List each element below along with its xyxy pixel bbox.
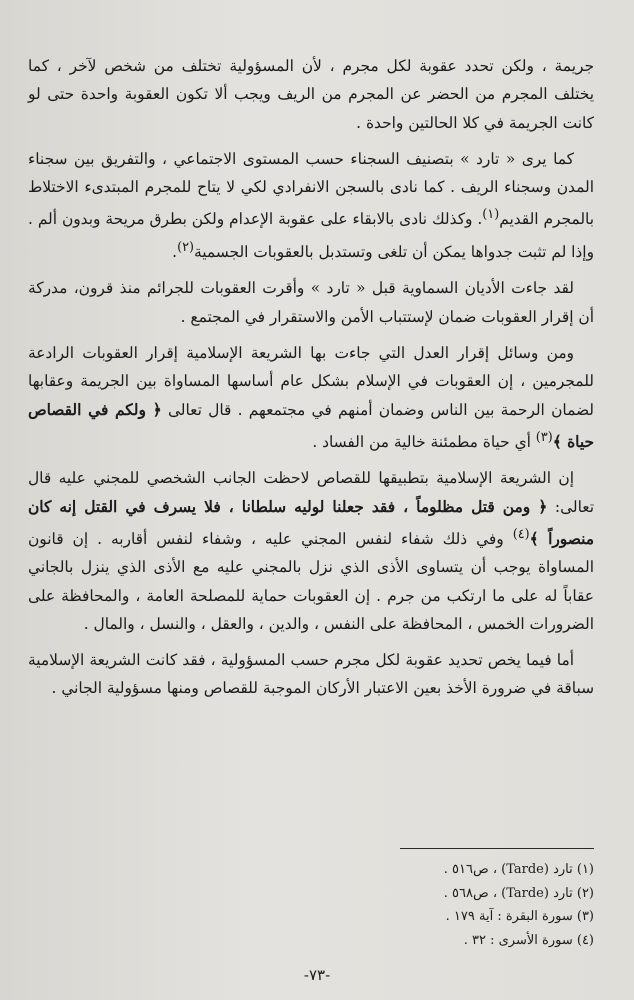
footnote-2: (٢) تارد (Tarde) ، ص٥٦٨ .	[443, 885, 594, 901]
paragraph-3	[28, 274, 594, 331]
paragraph-2-text-c: .	[172, 243, 178, 262]
footnote-4: (٤) سورة الأسرى : ٣٢ .	[463, 932, 594, 948]
paragraph-2	[28, 145, 594, 266]
paragraph-3-text: لقد جاءت الأديان السماوية قبل « تارد » وأقرت العقوبات للجرائم منذ قرون، مدركة أن إقرار العقوبات ضمان لإستتباب الأمن والاستقرار في المجتمع .	[28, 279, 594, 326]
quran-quote-1: ﴿ ولكم في القصاص حياة ﴾	[28, 400, 594, 451]
paragraph-4-text: ومن وسائل إقرار العدل التي جاءت بها الشريعة الإسلامية إقرار العقوبات الرادعة للمجرمين ، إن العقوبات في الإسلام بشكل عام أساسها المساواة بين الجريمة وعقابها لضمان الرحمة بين الناس وضمان أمنهم في مجتمعهم . قال تعالى	[28, 343, 594, 419]
footnote-ref-1: (١)	[482, 207, 500, 223]
footnotes	[300, 858, 594, 952]
paragraph-6	[28, 646, 594, 703]
paragraph-1-text: جريمة ، ولكن تحدد عقوبة لكل مجرم ، لأن المسؤولية تختلف من شخص لآخر ، كما يختلف المجرم من الحضر عن المجرم من الريف ويجب ألا تكون العقوبة واحدة حتى لو كانت الجريمة في كلا الحالتين واحدة .	[28, 57, 594, 132]
paragraph-2-text: كما يرى « تارد » بتصنيف السجناء حسب المستوى الاجتماعي ، والتفريق بين سجناء المدن وسجناء الريف . كما نادى بالسجن الانفرادي لكي لا يتاح للمجرم المبتدىء الاختلاط بالمجرم القديم	[28, 149, 594, 229]
paragraph-5-text: إن الشريعة الإسلامية بتطبيقها للقصاص لاحظت الجانب الشخصي للمجني عليه قال تعالى:	[28, 469, 594, 516]
footnote-ref-4: (٤)	[512, 526, 530, 542]
paragraph-6-text: أما فيما يخص تحديد عقوبة لكل مجرم حسب المسؤولية ، فقد كانت الشريعة الإسلامية سباقة في ضرورة الأخذ بعين الاعتبار الأركان الموجبة للقصاص ومنها مسؤولية الجاني .	[28, 651, 594, 698]
page-number: -٧٣-	[303, 966, 331, 984]
paragraph-4-text-b: أي حياة مطمئنة خالية من الفساد .	[312, 432, 536, 451]
paragraph-5-text-b: وفي ذلك شفاء لنفس المجني عليه ، وشفاء لنفس أقاربه . إن قانون المساواة يوجب أن يتساوى الأذى الذي نزل بالمجني عليه مع الأذى الذي ينزل بالجاني عقاباً له على ما ارتكب من جرم . إن العقوبات حماية للمصلحة العامة ، والمحافظة على الضرورات الخمس ، المحافظة على النفس ، والدين ، والعقل ، والنسل ، والمال .	[28, 529, 594, 633]
paragraph-5	[28, 464, 594, 638]
quran-quote-2: ﴿ ومن قتل مظلوماً ، فقد جعلنا لوليه سلطانا ، فلا يسرف في القتل إنه كان منصوراً ﴾	[28, 497, 594, 548]
body-text	[28, 52, 594, 711]
footnote-3: (٣) سورة البقرة : آية ١٧٩ .	[445, 909, 594, 924]
paragraph-2-text-b: . وكذلك نادى بالابقاء على عقوبة الإعدام ولكن بطرق مريحة وبدون ألم . وإذا لم تثبت جدواها يمكن أن تلغى وتستدبل بالعقوبات الجسمية	[28, 210, 594, 262]
footnote-separator	[400, 848, 594, 849]
footnote-ref-3: (٣)	[535, 429, 553, 445]
footnote-1: (١) تارد (Tarde) ، ص٥١٦ .	[443, 862, 594, 877]
paragraph-1	[28, 52, 594, 137]
footnote-ref-2: (٢)	[177, 239, 194, 255]
paragraph-4	[28, 339, 594, 456]
